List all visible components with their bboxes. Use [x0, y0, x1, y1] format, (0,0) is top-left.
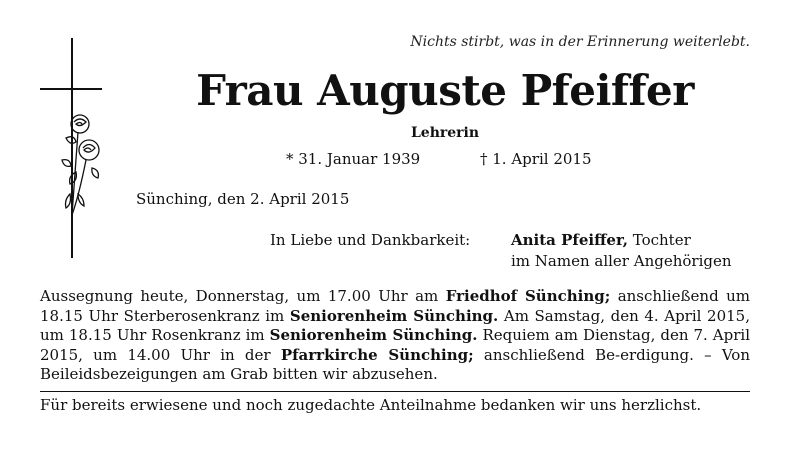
- signer-name: Anita Pfeiffer,: [511, 231, 628, 249]
- details-bold: Friedhof Sünching;: [445, 287, 611, 305]
- profession: Lehrerin: [410, 125, 480, 141]
- details-text: anschließend um 18.15 Uhr Sterberosenkranz im: [40, 287, 750, 325]
- place-and-date: Sünching, den 2. April 2015: [136, 190, 350, 208]
- details-text: Requiem am Dienstag, den 7. April 2015, um 14.00 Uhr in der: [40, 326, 750, 364]
- footer-thanks: Für bereits erwiesene und noch zugedachte Anteilnahme bedanken wir uns herzlichst.: [40, 396, 702, 414]
- thanks-label: In Liebe und Dankbarkeit:: [270, 231, 471, 249]
- divider: [40, 391, 750, 392]
- roses-icon: [56, 110, 104, 220]
- funeral-details: [40, 287, 750, 385]
- birth-date: * 31. Januar 1939: [286, 150, 421, 168]
- signer-relation: Tochter: [627, 231, 691, 249]
- details-text: Am Samstag, den 4. April 2015, um 18.15 Uhr Rosenkranz im: [40, 306, 750, 344]
- details-bold: Seniorenheim Sünching.: [289, 306, 499, 325]
- cross-horizontal-bar: [40, 88, 102, 90]
- motto: Nichts stirbt, was in der Erinnerung weiterlebt.: [410, 34, 750, 50]
- details-text: Aussegnung heute, Donnerstag, um 17.00 Uhr am: [40, 287, 446, 305]
- signer-line2: im Namen aller Angehörigen: [511, 252, 732, 270]
- deceased-name: Frau Auguste Pfeiffer: [196, 66, 694, 115]
- details-bold: Seniorenheim Sünching.: [269, 326, 478, 344]
- details-text: anschließend Be-erdigung. – Von Beileidsbezeigungen am Grab bitten wir abzusehen.: [40, 345, 750, 383]
- details-bold: Pfarrkirche Sünching;: [280, 345, 474, 364]
- signer: [511, 231, 691, 249]
- death-date: † 1. April 2015: [480, 150, 592, 168]
